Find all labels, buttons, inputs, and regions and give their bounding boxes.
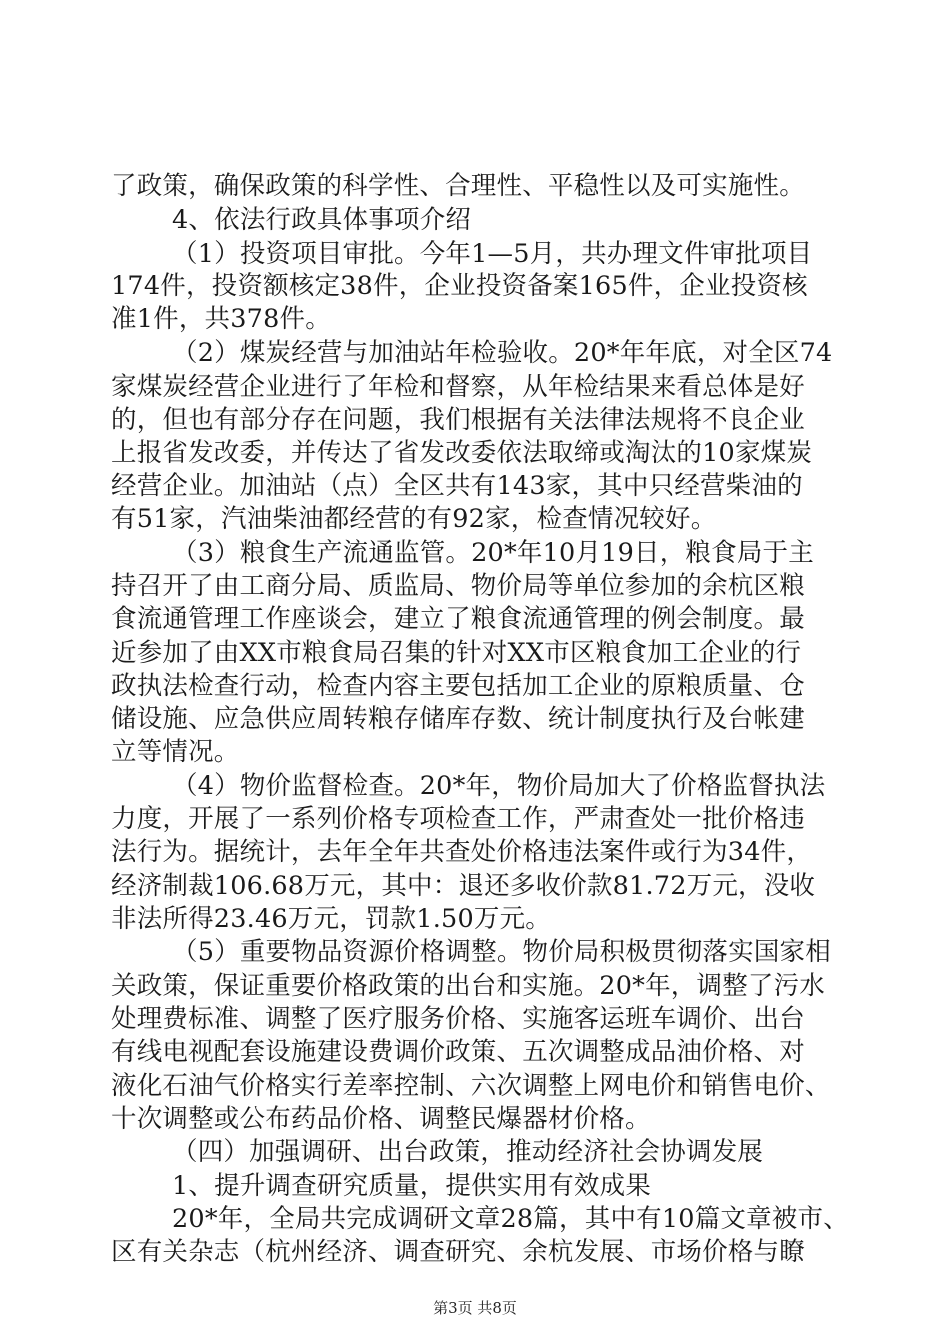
text-line: 十次调整或公布药品价格、调整民爆器材价格。 bbox=[111, 1104, 651, 1134]
page-number-footer: 第3页 共8页 bbox=[433, 1299, 517, 1317]
text-line: 非法所得23.46万元，罚款1.50万元。 bbox=[111, 904, 551, 934]
text-line: 液化石油气价格实行差率控制、六次调整上网电价和销售电价、 bbox=[111, 1071, 831, 1101]
text-line: 准1件，共378件。 bbox=[111, 304, 331, 334]
text-line: 食流通管理工作座谈会，建立了粮食流通管理的例会制度。最 bbox=[111, 604, 805, 634]
subsection-heading: 1、提升调查研究质量，提供实用有效成果 bbox=[172, 1171, 652, 1201]
text-line: 处理费标准、调整了医疗服务价格、实施客运班车调价、出台 bbox=[111, 1004, 805, 1034]
text-line: 法行为。据统计，去年全年共查处价格违法案件或行为34件， bbox=[111, 837, 813, 867]
text-line: 有51家，汽油柴油都经营的有92家，检查情况较好。 bbox=[111, 504, 717, 534]
text-line: 经营企业。加油站（点）全区共有143家，其中只经营柴油的 bbox=[111, 471, 803, 501]
text-line: 家煤炭经营企业进行了年检和督察，从年检结果来看总体是好 bbox=[111, 372, 805, 402]
text-line: （3）粮食生产流通监管。20*年10月19日，粮食局于主 bbox=[172, 538, 814, 568]
text-line: （5）重要物品资源价格调整。物价局积极贯彻落实国家相 bbox=[172, 937, 831, 967]
text-line: 立等情况。 bbox=[111, 737, 240, 767]
text-line: 了政策，确保政策的科学性、合理性、平稳性以及可实施性。 bbox=[111, 171, 805, 201]
text-line: 有线电视配套设施建设费调价政策、五次调整成品油价格、对 bbox=[111, 1037, 805, 1067]
text-line: 区有关杂志（杭州经济、调查研究、余杭发展、市场价格与瞭 bbox=[111, 1237, 805, 1267]
text-line: 上报省发改委，并传达了省发改委依法取缔或淘汰的10家煤炭 bbox=[111, 438, 813, 468]
section-heading: （四）加强调研、出台政策，推动经济社会协调发展 bbox=[172, 1137, 764, 1167]
text-line: 力度，开展了一系列价格专项检查工作，严肃查处一批价格违 bbox=[111, 804, 805, 834]
text-line: 关政策，保证重要价格政策的出台和实施。20*年，调整了污水 bbox=[111, 971, 825, 1001]
text-line: 近参加了由XX市粮食局召集的针对XX市区粮食加工企业的行 bbox=[111, 638, 802, 668]
text-line: 20*年，全局共完成调研文章28篇，其中有10篇文章被市、 bbox=[172, 1204, 849, 1234]
text-line: 储设施、应急供应周转粮存储库存数、统计制度执行及台帐建 bbox=[111, 704, 805, 734]
text-line: （4）物价监督检查。20*年，物价局加大了价格监督执法 bbox=[172, 771, 826, 801]
text-line: 持召开了由工商分局、质监局、物价局等单位参加的余杭区粮 bbox=[111, 571, 805, 601]
text-line: 174件，投资额核定38件，企业投资备案165件，企业投资核 bbox=[111, 271, 808, 301]
text-line: 经济制裁106.68万元，其中：退还多收价款81.72万元，没收 bbox=[111, 871, 816, 901]
text-line: （1）投资项目审批。今年1—5月，共办理文件审批项目 bbox=[172, 239, 813, 269]
text-line: （2）煤炭经营与加油站年检验收。20*年年底，对全区74 bbox=[172, 338, 833, 368]
text-line: 4、依法行政具体事项介绍 bbox=[172, 205, 472, 235]
text-line: 政执法检查行动，检查内容主要包括加工企业的原粮质量、仓 bbox=[111, 671, 805, 701]
text-line: 的，但也有部分存在问题，我们根据有关法律法规将不良企业 bbox=[111, 405, 805, 435]
